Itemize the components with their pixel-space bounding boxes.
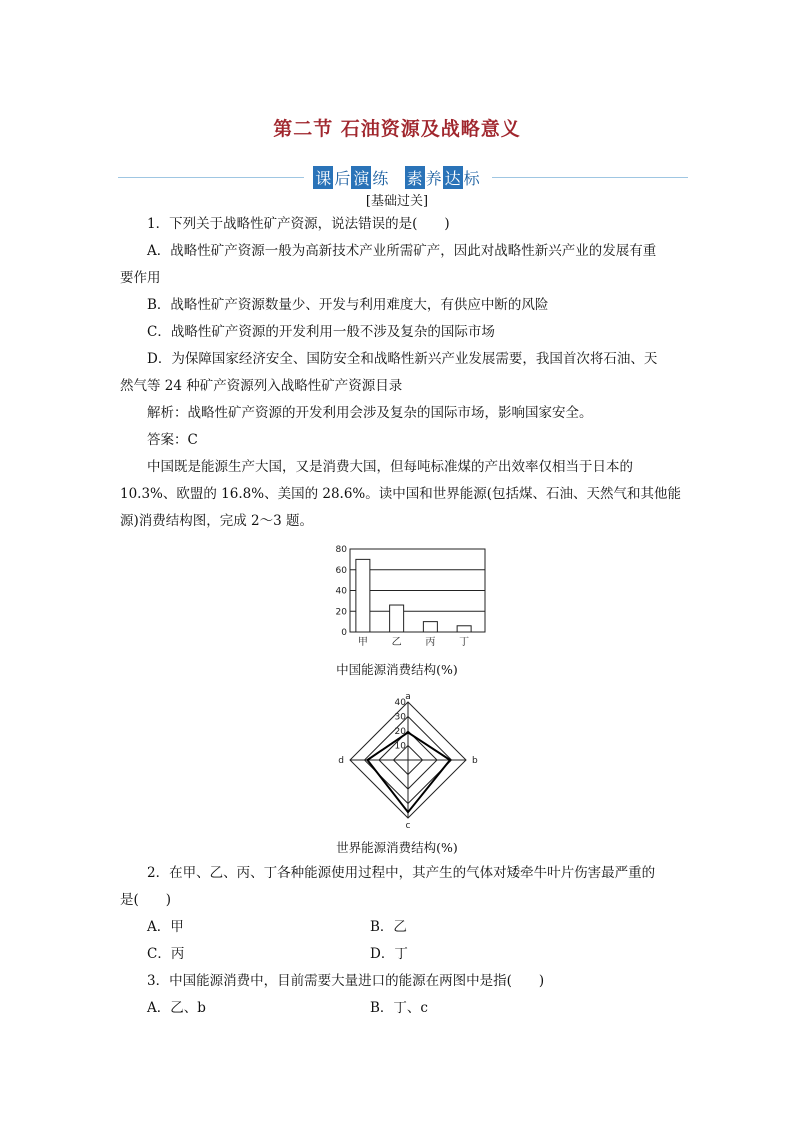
radar-tick-label: 20 (394, 727, 406, 737)
radar-axis-label: c (405, 821, 411, 831)
radar-axis-label: d (338, 756, 344, 766)
y-tick-label: 80 (335, 545, 347, 555)
banner-char: 后 (334, 169, 351, 188)
y-tick-label: 0 (341, 628, 347, 638)
q1-stem: 1．下列关于战略性矿产资源，说法错误的是( ) (147, 216, 450, 232)
banner-char: 练 (372, 169, 389, 188)
section-banner (118, 166, 688, 190)
page-title: 第二节 石油资源及战略意义 (273, 118, 521, 140)
radar-axis-label: b (472, 756, 478, 766)
bar-chart-caption: 中国能源消费结构(%) (336, 662, 458, 677)
intro-line-2: 10.3%、欧盟的 16.8%、美国的 28.6%。读中国和世界能源(包括煤、石油、天然气和其他能 (120, 486, 682, 502)
bar (390, 605, 404, 632)
radar-tick-label: 40 (394, 698, 406, 708)
banner-char: 达 (443, 166, 463, 189)
q2-stem-cont: 是( ) (120, 892, 172, 908)
x-tick-label: 甲 (357, 637, 368, 648)
intro-line-3: 源)消费结构图，完成 2～3 题。 (120, 513, 314, 529)
q1-answer: 答案：C (147, 432, 198, 448)
q1-option-d: D．为保障国家经济安全、国防安全和战略性新兴产业发展需要，我国首次将石油、天 (147, 351, 658, 367)
q1-option-c: C．战略性矿产资源的开发利用一般不涉及复杂的国际市场 (147, 324, 495, 340)
world-energy-radar-chart (340, 684, 480, 830)
y-tick-label: 20 (335, 607, 347, 618)
banner-char: 演 (351, 166, 371, 189)
radar-tick-label: 30 (394, 712, 406, 723)
banner-text (306, 166, 486, 189)
q3-option-b: B．丁、c (370, 1000, 428, 1016)
q1-option-a: A．战略性矿产资源一般为高新技术产业所需矿产，因此对战略性新兴产业的发展有重 (147, 243, 657, 259)
q3-option-a: A．乙、b (147, 1000, 206, 1016)
q2-option-c: C．丙 (147, 946, 185, 962)
radar-chart-caption: 世界能源消费结构(%) (336, 840, 458, 855)
x-tick-label: 丁 (459, 637, 470, 648)
q1-option-b: B．战略性矿产资源数量少、开发与利用难度大，有供应中断的风险 (147, 297, 549, 313)
section-heading: [基础过关] (365, 194, 429, 209)
q2-option-b: B．乙 (370, 919, 407, 935)
q1-option-d-cont: 然气等 24 种矿产资源列入战略性矿产资源目录 (120, 378, 403, 394)
q2-stem: 2．在甲、乙、丙、丁各种能源使用过程中，其产生的气体对矮牵牛叶片伤害最严重的 (147, 865, 656, 881)
banner-line-right (492, 177, 688, 178)
y-tick-label: 40 (335, 586, 347, 597)
q2-option-a: A．甲 (147, 919, 184, 935)
china-energy-bar-chart (330, 544, 494, 648)
banner-char: 标 (463, 169, 480, 188)
banner-char: 课 (313, 166, 333, 189)
banner-char: 素 (405, 166, 425, 189)
q2-option-d: D．丁 (370, 946, 408, 962)
x-tick-label: 丙 (425, 637, 436, 648)
q1-analysis: 解析：战略性矿产资源的开发利用会涉及复杂的国际市场，影响国家安全。 (147, 405, 593, 421)
banner-line-left (118, 177, 304, 178)
radar-axis-label: a (405, 692, 411, 702)
bar (356, 559, 370, 632)
q1-option-a-cont: 要作用 (120, 270, 161, 286)
bar (457, 626, 471, 632)
y-tick-label: 60 (335, 565, 347, 576)
banner-char: 养 (425, 169, 442, 188)
x-tick-label: 乙 (391, 637, 402, 648)
q3-stem: 3．中国能源消费中，目前需要大量进口的能源在两图中是指( ) (147, 973, 545, 989)
intro-line-1: 中国既是能源生产大国，又是消费大国，但每吨标准煤的产出效率仅相当于日本的 (147, 459, 633, 475)
radar-tick-label: 10 (394, 741, 406, 752)
bar (423, 622, 437, 632)
